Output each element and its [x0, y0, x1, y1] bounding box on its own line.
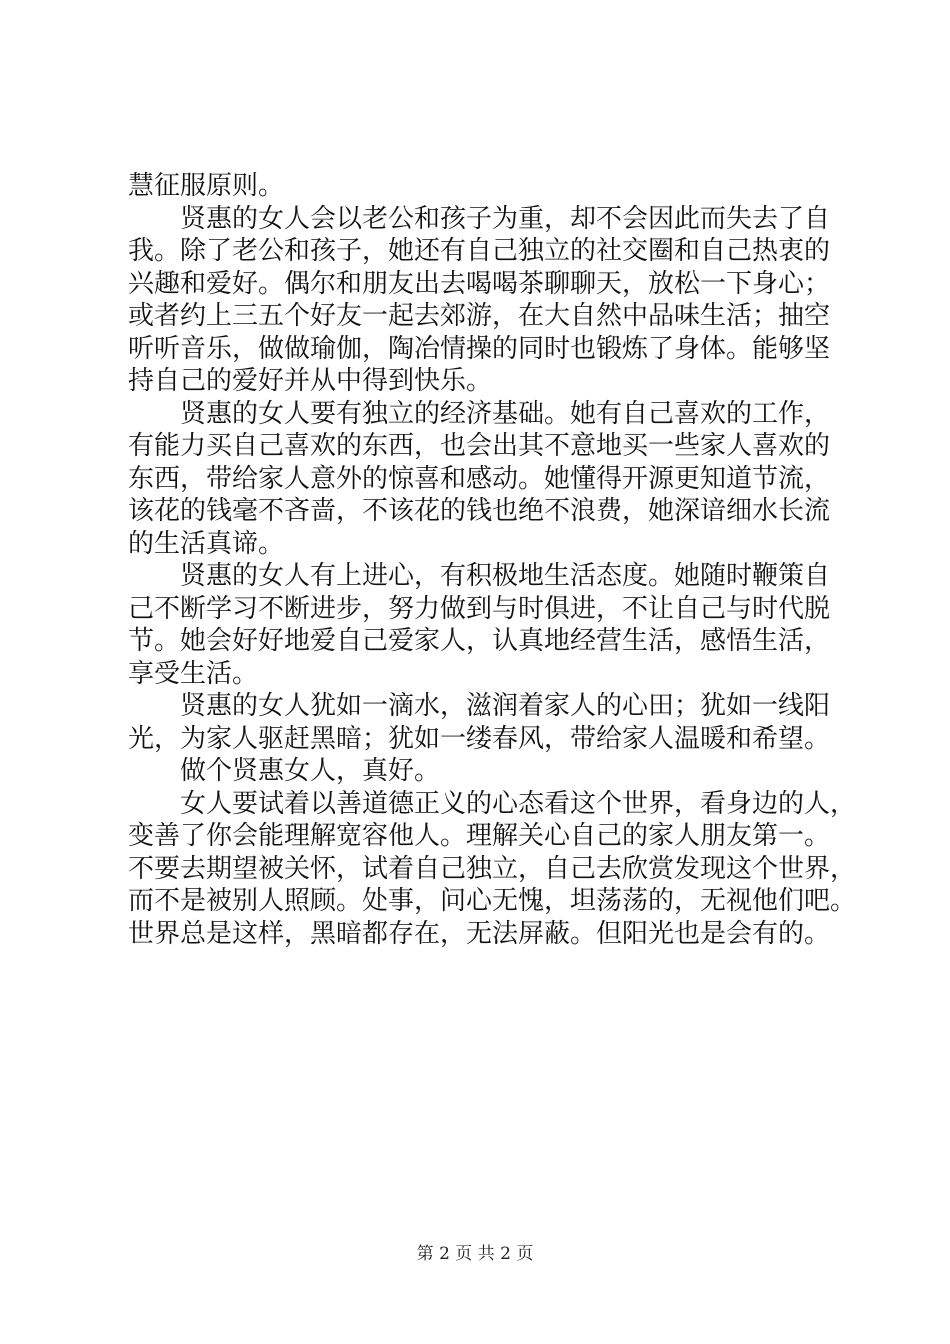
text-line: 变善了你会能理解宽容他人。理解关心自己的家人朋友第一。 — [128, 821, 831, 851]
text-line: 该花的钱毫不吝啬，不该花的钱也绝不浪费，她深谙细水长流 — [128, 496, 831, 526]
text-line: 贤惠的女人犹如一滴水，滋润着家人的心田；犹如一线阳 — [128, 691, 831, 721]
text-line: 世界总是这样，黑暗都存在，无法屏蔽。但阳光也是会有的。 — [128, 918, 831, 949]
text-line: 持自己的爱好并从中得到快乐。 — [128, 366, 493, 396]
text-line: 光，为家人驱赶黑暗；犹如一缕春风，带给家人温暖和希望。 — [128, 723, 831, 754]
page-footer — [0, 1244, 950, 1264]
text-line: 或者约上三五个好友一起去郊游，在大自然中品味生活；抽空 — [128, 301, 831, 331]
text-line: 享受生活。 — [128, 658, 259, 689]
text-line: 节。她会好好地爱自己爱家人，认真地经营生活，感悟生活， — [128, 626, 831, 656]
text-line: 女人要试着以善道德正义的心态看这个世界，看身边的人， — [128, 788, 857, 819]
text-line: 贤惠的女人会以老公和孩子为重，却不会因此而失去了自 — [128, 203, 831, 234]
text-line: 不要去期望被关怀，试着自己独立，自己去欣赏发现这个世界， — [128, 853, 857, 884]
text-line: 的生活真谛。 — [128, 528, 285, 559]
text-line: 我。除了老公和孩子，她还有自己独立的社交圈和自己热衷的 — [128, 236, 831, 266]
text-line: 贤惠的女人有上进心，有积极地生活态度。她随时鞭策自 — [128, 561, 831, 591]
text-line: 听听音乐，做做瑜伽，陶冶情操的同时也锻炼了身体。能够坚 — [128, 333, 831, 364]
text-line: 慧征服原则。 — [128, 171, 285, 201]
text-line: 兴趣和爱好。偶尔和朋友出去喝喝茶聊聊天，放松一下身心； — [128, 268, 831, 299]
text-line: 己不断学习不断进步，努力做到与时俱进，不让自己与时代脱 — [128, 593, 831, 624]
text-line: 做个贤惠女人，真好。 — [128, 756, 441, 786]
text-line: 有能力买自己喜欢的东西，也会出其不意地买一些家人喜欢的 — [128, 431, 831, 461]
text-line: 东西，带给家人意外的惊喜和感动。她懂得开源更知道节流， — [128, 463, 831, 494]
page-number-label: 第 2 页 共 2 页 — [416, 1244, 534, 1264]
text-line: 而不是被别人照顾。处事，问心无愧，坦荡荡的，无视他们吧。 — [128, 886, 857, 916]
document-body — [128, 170, 857, 950]
text-line: 贤惠的女人要有独立的经济基础。她有自己喜欢的工作， — [128, 398, 831, 429]
